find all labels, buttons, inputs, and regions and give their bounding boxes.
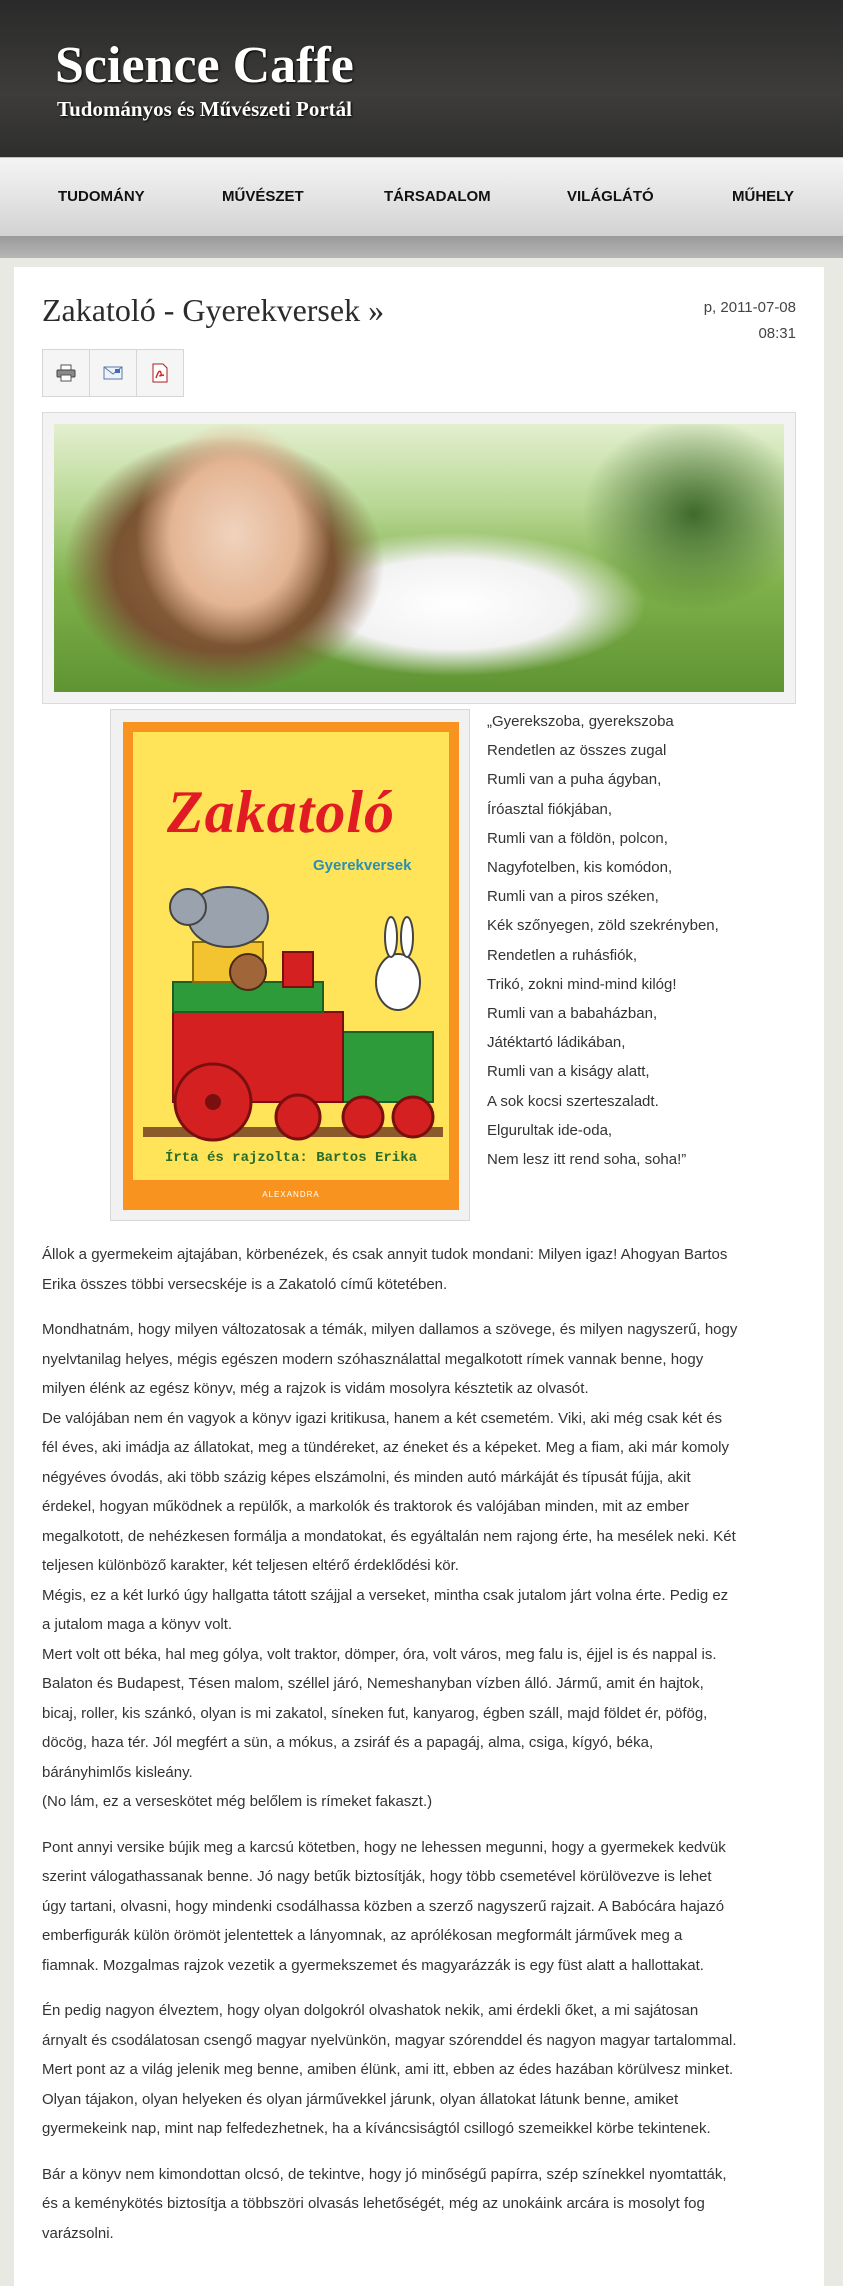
paragraph-line: emberfigurák külön örömöt jelentettek a lányomnak, az aprólékosan megformált járművek meg a bbox=[42, 1927, 683, 1944]
pdf-button[interactable] bbox=[136, 349, 184, 397]
print-button[interactable] bbox=[42, 349, 90, 397]
paragraph-line: négyéves óvodás, aki több százig képes elszámolni, és minden autó márkáját és típusát fújja, akit bbox=[42, 1468, 691, 1486]
nav-item-vilaglato[interactable]: VILÁGLÁTÓ bbox=[567, 188, 654, 205]
paragraph-line: Bár a könyv nem kimondottan olcsó, de tekintve, hogy jó minőségű papírra, szép színekkel nyomtatták, bbox=[42, 2165, 727, 2183]
book-cover-frame bbox=[110, 709, 470, 1221]
paragraph-line: nyelvtanilag helyes, mégis egészen modern szóhasználattal megalkotott rímek vannak benne, hogy bbox=[42, 1350, 704, 1368]
paragraph-line: bicaj, roller, kis szánkó, olyan is mi zakatol, síneken fut, kanyarog, égben száll, majd földet ér, pöfög, bbox=[42, 1704, 708, 1722]
paragraph-line: varázsolni. bbox=[42, 2224, 114, 2242]
nav-item-tarsadalom[interactable]: TÁRSADALOM bbox=[384, 188, 491, 205]
book-cover-image bbox=[123, 722, 459, 1210]
paragraph-line: bárányhimlős kisleány. bbox=[42, 1763, 193, 1781]
article-paragraph bbox=[42, 1315, 812, 1817]
poem-line: Kék szőnyegen, zöld szekrényben, bbox=[487, 917, 719, 935]
paragraph-line: teljesen különböző karakter, két teljesen eltérő érdeklődési kör. bbox=[42, 1557, 459, 1574]
paragraph-line: döcög, haza tér. Jól megfért a sün, a mókus, a zsiráf és a papagáj, alma, csiga, kígyó, béka, bbox=[42, 1734, 654, 1751]
paragraph-line: szerint válogathassanak benne. Jó nagy betűk biztosítják, hogy több csemetével körülövezve is lehet bbox=[42, 1868, 712, 1885]
nav-item-tudomany[interactable]: TUDOMÁNY bbox=[58, 188, 145, 205]
poem-line: Nem lesz itt rend soha, soha!” bbox=[487, 1151, 687, 1169]
poem-line: „Gyerekszoba, gyerekszoba bbox=[487, 713, 674, 730]
paragraph-line: Mégis, ez a két lurkó úgy hallgatta tátott szájjal a verseket, mintha csak jutalom járt volna érte. Pedig ez bbox=[42, 1586, 729, 1604]
poem-line: Rumli van a puha ágyban, bbox=[487, 771, 662, 789]
content-panel bbox=[14, 267, 824, 2286]
paragraph-line: érdekel, hogyan működnek a repülők, a markolók és traktorok és valójában minden, mit az ember bbox=[42, 1498, 689, 1515]
poem-line: Trikó, zokni mind-mind kilóg! bbox=[487, 975, 677, 993]
article-date bbox=[616, 295, 796, 347]
article-date-time: 08:31 bbox=[758, 325, 796, 342]
article-date-day: p, 2011-07-08 bbox=[703, 299, 796, 316]
cover-title: Zakatoló bbox=[167, 779, 395, 845]
paragraph-line: Mondhatnám, hogy milyen változatosak a témák, milyen dallamos a szövege, és milyen nagyszerű, hogy bbox=[42, 1321, 738, 1338]
pdf-icon bbox=[151, 363, 169, 383]
site-subtitle: Tudományos és Művészeti Portál bbox=[57, 97, 352, 121]
poem-line: Nagyfotelben, kis komódon, bbox=[487, 859, 673, 877]
article-body bbox=[42, 1240, 812, 2264]
article-title[interactable]: Zakatoló - Gyerekversek » bbox=[42, 292, 385, 328]
paragraph-line: Olyan tájakon, olyan helyeken és olyan járművekkel járunk, olyan állatokat látunk benne, amiket bbox=[42, 2090, 679, 2108]
poem-line: Rumli van a babaházban, bbox=[487, 1005, 658, 1023]
article-paragraph bbox=[42, 1833, 812, 1981]
poem-line: Rumli van a földön, polcon, bbox=[487, 829, 668, 847]
article-paragraph bbox=[42, 1240, 812, 1299]
paragraph-line: Erika összes többi versecskéje is a Zakatoló című kötetében. bbox=[42, 1275, 448, 1293]
cover-author: Írta és rajzolta: Bartos Erika bbox=[164, 1150, 418, 1166]
paragraph-line: Mert volt ott béka, hal meg gólya, volt traktor, dömper, óra, volt város, meg falu is, éjjel is és nappal is. bbox=[42, 1645, 717, 1663]
poem-line: Rumli van a kiságy alatt, bbox=[487, 1063, 650, 1081]
nav-divider-bar bbox=[0, 236, 843, 258]
nav-item-muveszet[interactable]: MŰVÉSZET bbox=[222, 188, 304, 205]
nav-item-muhely[interactable]: MŰHELY bbox=[732, 188, 794, 205]
poem-line: Rumli van a piros széken, bbox=[487, 888, 659, 906]
poem-line: Rendetlen a ruhásfiók, bbox=[487, 946, 638, 964]
paragraph-line: fél éves, aki imádja az állatokat, meg a tündéreket, az éneket és a képeket. Meg a fiam, aki már komoly bbox=[42, 1439, 730, 1456]
article-paragraph bbox=[42, 2160, 812, 2249]
paragraph-line: milyen élénk az egész könyv, még a rajzok is vidám mosolyra késztetik az olvasót. bbox=[42, 1380, 589, 1397]
paragraph-line: és a keménykötés biztosítja a többszöri olvasás lehetőségét, még az unokáink arcára is mosolyt fog bbox=[42, 2195, 705, 2212]
paragraph-line: Balaton és Budapest, Tésen malom, széllel járó, Nemeshanyban vízben álló. Jármű, amit én hajtok, bbox=[42, 1675, 704, 1692]
paragraph-line: Én pedig nagyon élveztem, hogy olyan dolgokról olvashatok nekik, ami érdekli őket, a mi sajátosan bbox=[42, 2002, 699, 2019]
paragraph-line: Pont annyi versike bújik meg a karcsú kötetben, hogy ne lehessen megunni, hogy a gyermekek kedvük bbox=[42, 1838, 726, 1856]
paragraph-line: fiamnak. Mozgalmas rajzok vezetik a gyermekszemet és magyarázzák is egy füst alatt a hallottakat. bbox=[42, 1956, 704, 1974]
poem-line: Rendetlen az összes zugal bbox=[487, 742, 667, 760]
poem-excerpt bbox=[487, 707, 719, 1174]
site-title[interactable]: Science Caffe bbox=[55, 37, 354, 94]
poem-line: Íróasztal fiókjában, bbox=[487, 800, 613, 818]
poem-line: A sok kocsi szerteszaladt. bbox=[487, 1092, 659, 1110]
printer-icon bbox=[56, 364, 76, 382]
cover-publisher: ALEXANDRA bbox=[262, 1190, 320, 1199]
article-paragraph bbox=[42, 1996, 812, 2144]
paragraph-line: De valójában nem én vagyok a könyv igazi kritikusa, hanem a két csemetém. Viki, aki még csak két és bbox=[42, 1409, 723, 1427]
poem-line: Elgurultak ide-oda, bbox=[487, 1121, 613, 1139]
paragraph-line: Állok a gyermekeim ajtajában, körbenézek, és csak annyit tudok mondani: Milyen igaz! Ahogyan Bartos bbox=[42, 1246, 728, 1263]
paragraph-line: gyermekeink nap, mint nap felfedezhetnek, ha a kíváncsiságtól csillogó szemeikkel körbe tekintenek. bbox=[42, 2120, 711, 2137]
paragraph-line: árnyalt és csodálatosan csengő magyar nyelvünkön, magyar szórenddel és nagyon magyar tartalommal. bbox=[42, 2031, 737, 2049]
email-button[interactable] bbox=[89, 349, 137, 397]
paragraph-line: (No lám, ez a verseskötet még belőlem is rímeket fakaszt.) bbox=[42, 1793, 433, 1810]
cover-subtitle: Gyerekversek bbox=[313, 857, 412, 874]
main-nav bbox=[0, 157, 843, 236]
poem-line: Játéktartó ládikában, bbox=[487, 1034, 626, 1052]
site-header bbox=[0, 0, 843, 157]
paragraph-line: a jutalom maga a könyv volt. bbox=[42, 1616, 233, 1633]
article-toolbar bbox=[42, 349, 183, 397]
paragraph-line: úgy tartani, olvasni, hogy mindenki csodálhassa közben a szerző nagyszerű rajzait. A Babócára hajazó bbox=[42, 1897, 725, 1915]
cover-background bbox=[133, 732, 449, 1180]
paragraph-line: megalkotott, de nehézkesen formálja a mondatokat, és egyáltalán nem rajong érte, ha mesélek neki. Két bbox=[42, 1527, 736, 1545]
paragraph-line: Mert pont az a világ jelenik meg benne, amiben élünk, ami itt, ebben az édes hazában körülvesz minket. bbox=[42, 2061, 734, 2078]
email-icon bbox=[103, 366, 123, 380]
article-banner-image bbox=[42, 412, 796, 704]
girl-on-grass-photo bbox=[54, 424, 784, 692]
